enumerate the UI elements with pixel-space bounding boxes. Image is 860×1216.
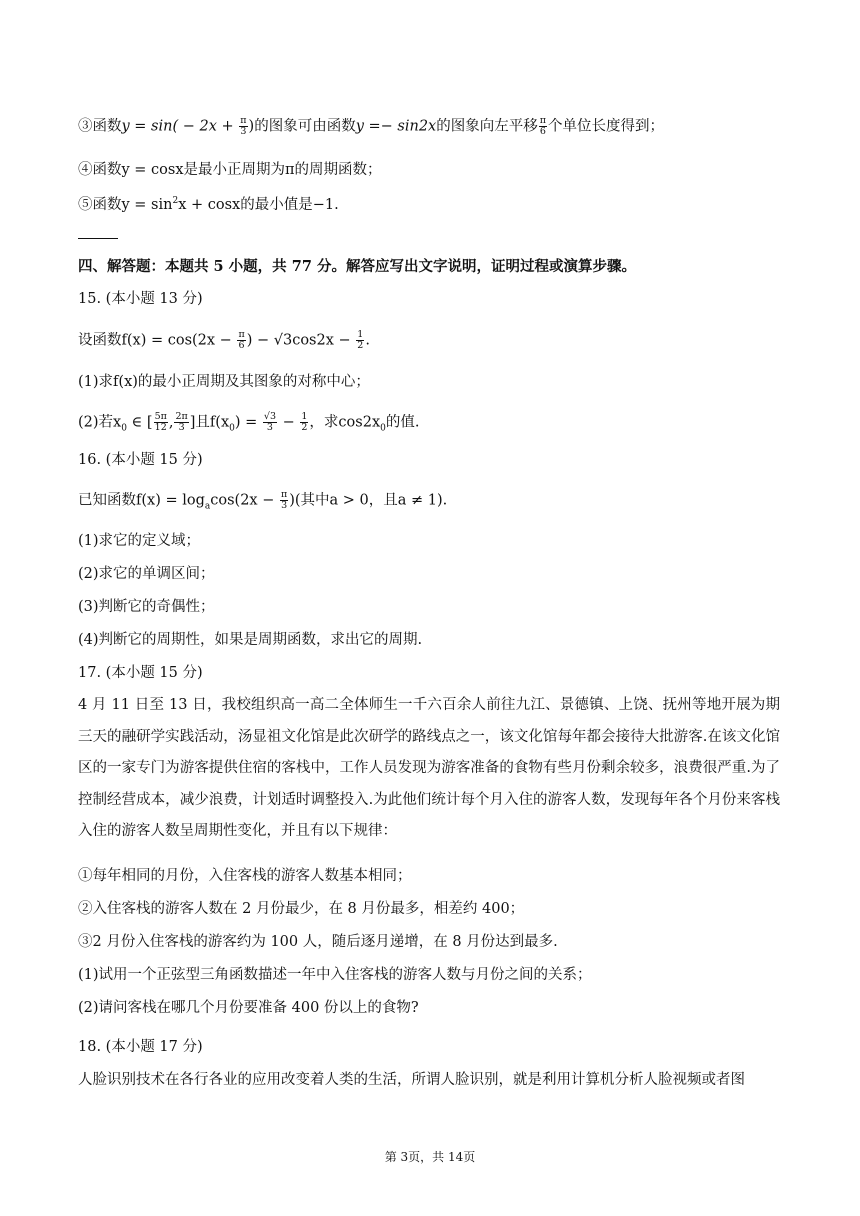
question-17-part-2: (2)请问客栈在哪几个月份要准备 400 份以上的食物? [78,1000,419,1016]
item-3-prefix: ③函数 [78,118,122,135]
question-16-stem: 已知函数$f(x) = \log_a\cos(2x$ − $\frac{\pi}{3}$ )(其中a > 0，且a ≠ 1). [78,489,448,512]
fraction: $\frac{\pi}{6}$ [238,329,245,351]
answer-blank [78,224,118,239]
question-16-part-2: (2)求它的单调区间； [78,566,215,582]
question-17-rule-3: ③2 月份入住客栈的游客约为 100 人，随后逐月递增，在 8 月份达到最多. [78,934,558,950]
fraction: $\frac{1}{2}$ [301,411,308,433]
fraction: $\frac{5\pi}{12}$ [154,411,167,433]
item-5: ⑤函数$y = \sin^2x + \cos x$的最小值是−1. [78,196,339,213]
fraction: $\frac{\pi}{6}$ [539,115,546,137]
fraction: $\frac{2\pi}{3}$ [175,411,188,433]
question-17-part-1: (1)试用一个正弦型三角函数描述一年中入住客栈的游客人数与月份之间的关系； [78,967,592,983]
item-4: ④函数y = cosx是最小正周期为π的周期函数； [78,162,382,178]
question-15-part-2: (2)若$x_0$ ∈ [ $\frac{5\pi}{12}$ , $\frac{2\pi}{3}$ ]且$f(x_0)$ = $\frac{√3}{3}$ − $\frac{1}{2}$ ，求$\cos 2x_0$的值. [78,411,420,434]
question-15-title: 15. (本小题 13 分) [78,291,203,307]
fraction: $\frac{\pi}{3}$ [280,489,288,511]
question-17-paragraph: 4 月 11 日至 13 日，我校组织高一高二全体师生一千六百余人前往九江、景德镇、上饶、抚州等地开展为期三天的融研学实践活动，汤显祖文化馆是此次研学的路线点之一，该文化馆每年都会接待大批游客.在该文化馆区的一家专门为游客提供住宿的客栈中，工作人员发现为游客准备的食物有些月份剩余较多，浪费很严重.为了控制经营成本，减少浪费，计划适时调整投入.为此他们统计每个月入住的游客人数，发现每年各个月份来客栈入住的游客人数呈周期性变化，并且有以下规律： [78,697,780,839]
question-14-answer-line [78,224,782,245]
question-16-part-1: (1)求它的定义域； [78,533,201,549]
question-15-stem: 设函数f(x) = cos(2x − $\frac{\pi}{6}$ ) − √3cos2x − $\frac{1}{2}$ . [78,329,370,351]
fraction: $\frac{\pi}{3}$ [240,115,247,137]
question-17-title: 17. (本小题 15 分) [78,665,203,681]
item-3-equation-2: y =− sin2x [355,118,437,135]
fraction: $\frac{1}{2}$ [357,329,364,351]
question-17-rule-2: ②入住客栈的游客人数在 2 月份最少，在 8 月份最多，相差约 400； [78,901,525,917]
item-3-equation: y = sin( − 2x + [121,118,239,135]
question-18-paragraph: 人脸识别技术在各行各业的应用改变着人类的生活，所谓人脸识别，就是利用计算机分析人脸视频或者图 [78,1072,745,1088]
section-heading: 四、解答题：本题共 5 小题，共 77 分。解答应写出文字说明，证明过程或演算步骤。 [78,258,636,275]
page-footer: 第 3页，共 14页 [384,1150,476,1164]
question-17-rule-1: ①每年相同的月份，入住客栈的游客人数基本相同； [78,868,412,884]
question-16-title: 16. (本小题 15 分) [78,452,203,468]
fraction: $\frac{√3}{3}$ [263,411,276,433]
item-3: ③函数y = sin( − 2x + $\frac{\pi}{3}$ )的图象可由函数y =− sin2x的图象向左平移 $\frac{\pi}{6}$ 个单位长度得到； [78,115,664,137]
question-16-part-4: (4)判断它的周期性，如果是周期函数，求出它的周期. [78,632,423,648]
question-15-part-1: (1)求f(x)的最小正周期及其图象的对称中心； [78,374,370,390]
question-18-title: 18. (本小题 17 分) [78,1039,203,1055]
question-16-part-3: (3)判断它的奇偶性； [78,599,215,615]
